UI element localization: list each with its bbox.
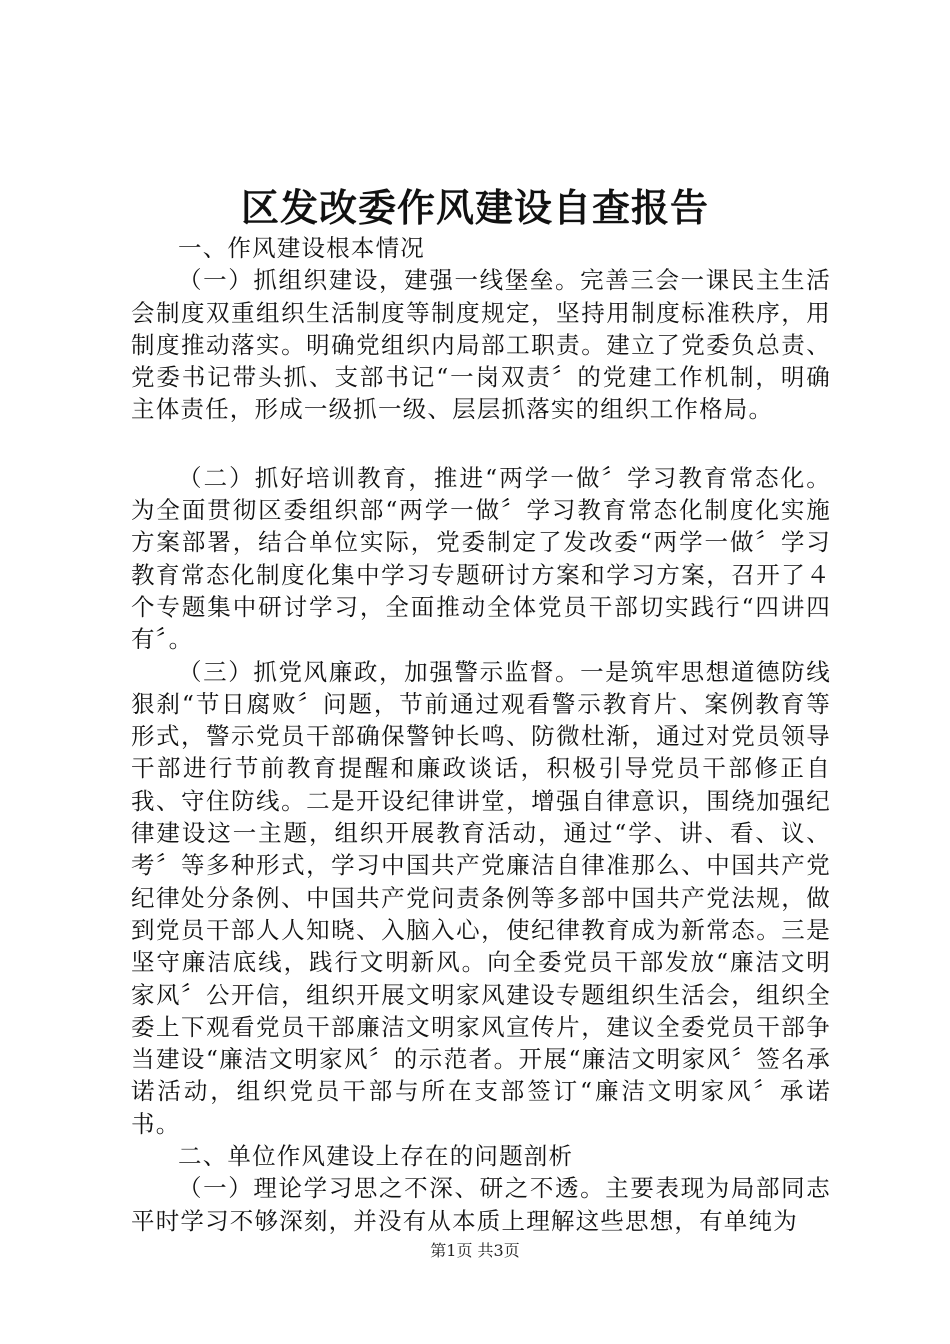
page-number-footer: 第1页 共3页 xyxy=(430,1241,520,1260)
document-title: 区发改委作风建设自查报告 xyxy=(240,185,709,230)
section-heading-1: 一、作风建设根本情况 xyxy=(178,234,425,262)
paragraph-theory-study: （一）理论学习思之不深、研之不透。主要表现为局部同志平时学习不够深刻，并没有从本质上理解这些思想，有单纯为 xyxy=(131,1174,831,1235)
paragraph-integrity: （三）抓党风廉政，加强警示监督。一是筑牢思想道德防线狠刹“节日腐败〞问题，节前通过观看警示教育片、案例教育等形式，警示党员干部确保警钟长鸣、防微杜渐，通过对党员领导干部进行节前教育提醒和廉政谈话，积极引导党员干部修正自我、守住防线。二是开设纪律讲堂，增强自律意识，围绕加强纪律建设这一主题，组织开展教育活动，通过“学、讲、看、议、考〞等多种形式，学习中国共产党廉洁自律准那么、中国共产党纪律处分条例、中国共产党问责条例等多部中国共产党法规，做到党员干部人人知晓、入脑入心，使纪律教育成为新常态。三是坚守廉洁底线，践行文明新风。向全委党员干部发放“廉洁文明家风〞公开信，组织开展文明家风建设专题组织生活会，组织全委上下观看党员干部廉洁文明家风宣传片，建议全委党员干部争当建设“廉洁文明家风〞的示范者。开展“廉洁文明家风〞签名承诺活动，组织党员干部与所在支部签订“廉洁文明家风〞承诺书。 xyxy=(131,657,831,1138)
paragraph-training: （二）抓好培训教育，推进“两学一做〞学习教育常态化。为全面贯彻区委组织部“两学一做〞学习教育常态化制度化实施方案部署，结合单位实际，党委制定了发改委“两学一做〞学习教育常态化制度化集中学习专题研讨方案和学习方案，召开了４个专题集中研讨学习，全面推动全体党员干部切实践行“四讲四有〞。 xyxy=(131,463,831,654)
paragraph-organization: （一）抓组织建设，建强一线堡垒。完善三会一课民主生活会制度双重组织生活制度等制度规定，坚持用制度标准秩序，用制度推动落实。明确党组织内局部工职责。建立了党委负总责、党委书记带头抓、支部书记“一岗双责〞的党建工作机制，明确主体责任，形成一级抓一级、层层抓落实的组织工作格局。 xyxy=(131,266,831,424)
section-heading-2: 二、单位作风建设上存在的问题剖析 xyxy=(178,1142,574,1171)
document-body xyxy=(131,232,831,1237)
